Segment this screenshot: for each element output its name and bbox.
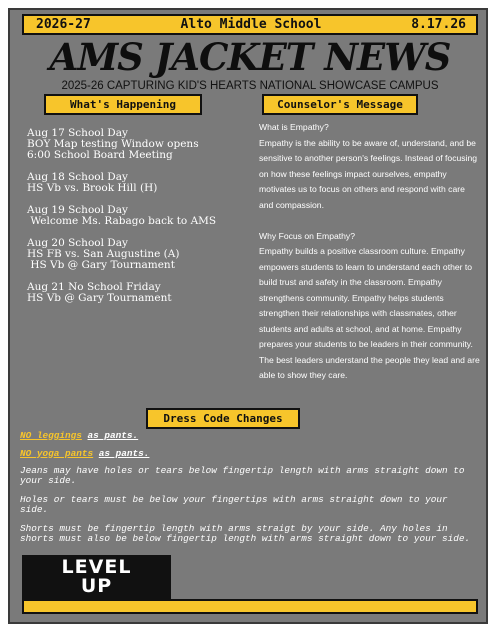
event-line: HS FB vs. San Augustine (A) [27,248,180,260]
issue-date: 8.17.26 [411,17,466,32]
logo-line-1: LEVEL [61,556,132,578]
event-group [27,172,247,194]
school-year: 2026-27 [36,17,91,32]
masthead-title: AMS JACKET NEWS [49,35,451,79]
events-list [27,128,247,315]
event-line: HS Vb @ Gary Tournament [27,292,172,304]
no-leggings-rule [20,431,480,441]
footer-bar [22,599,478,614]
event-line: Aug 18 School Day [27,171,128,183]
event-line: BOY Map testing Window opens [27,138,199,150]
no-leggings-text: NO leggings [20,430,82,441]
why-empathy-paragraph: Why Focus on Empathy? Empathy builds a positive classroom culture. Empathy empowers students to learn to understand each other to build trust and safety in the classroom. Empathy strengthens community. Empathy helps students strengthen their relationships with classmates, other students and adults at school, and at home. Empathy prepares your students to be leaders in their community. The best leaders understand the people they lead and are able to show they care. [259,230,480,380]
shorts-rule: Shorts must be fingertip length with arms straigt by your side. Any holes in shorts must also be below fingertip length with arms straight down to your side. [20,523,471,544]
event-line: Aug 21 No School Friday [27,281,161,293]
no-yoga-text: NO yoga pants [20,447,94,459]
counselor-message-heading: Counselor's Message [262,94,418,115]
logo-line-2: UP [80,575,113,597]
level-up-logo [22,555,171,599]
event-group [27,238,247,271]
whats-happening-heading: What's Happening [44,94,202,115]
no-yoga-rule [20,449,480,459]
holes-rule: Holes or tears must be below your fingertips with arms straight down to your side. [20,494,448,515]
tagline: 2025-26 CAPTURING KID'S HEARTS NATIONAL SHOWCASE CAMPUS [61,80,439,92]
header-bar [22,14,478,35]
event-line: Aug 19 School Day [27,204,128,216]
dress-code-heading: Dress Code Changes [146,408,300,429]
event-line: Welcome Ms. Rabago back to AMS [27,215,217,227]
event-line: HS Vb vs. Brook Hill (H) [27,182,158,194]
event-line: Aug 20 School Day [27,237,128,249]
event-line: Aug 17 School Day [27,127,128,139]
jeans-rule: Jeans may have holes or tears below fingertip length with arms straight down to your side. [20,465,465,486]
as-pants-text: as pants. [98,447,150,459]
dress-code-rules [20,431,480,553]
event-line: HS Vb @ Gary Tournament [27,259,175,271]
school-name: Alto Middle School [180,17,322,32]
event-group [27,282,247,304]
empathy-paragraph: What is Empathy? Empathy is the ability to be aware of, understand, and be sensitive to another person's feelings. Instead of focusing on how these feelings impact ourselves, empathy motivates us to focus on others and respond with care and compassion. [259,122,478,210]
event-line: 6:00 School Board Meeting [27,149,173,161]
newsletter-page [8,8,488,624]
as-pants-text: as pants. [87,430,139,441]
event-group [27,128,247,161]
counselor-message-body [259,120,481,399]
event-group [27,205,247,227]
